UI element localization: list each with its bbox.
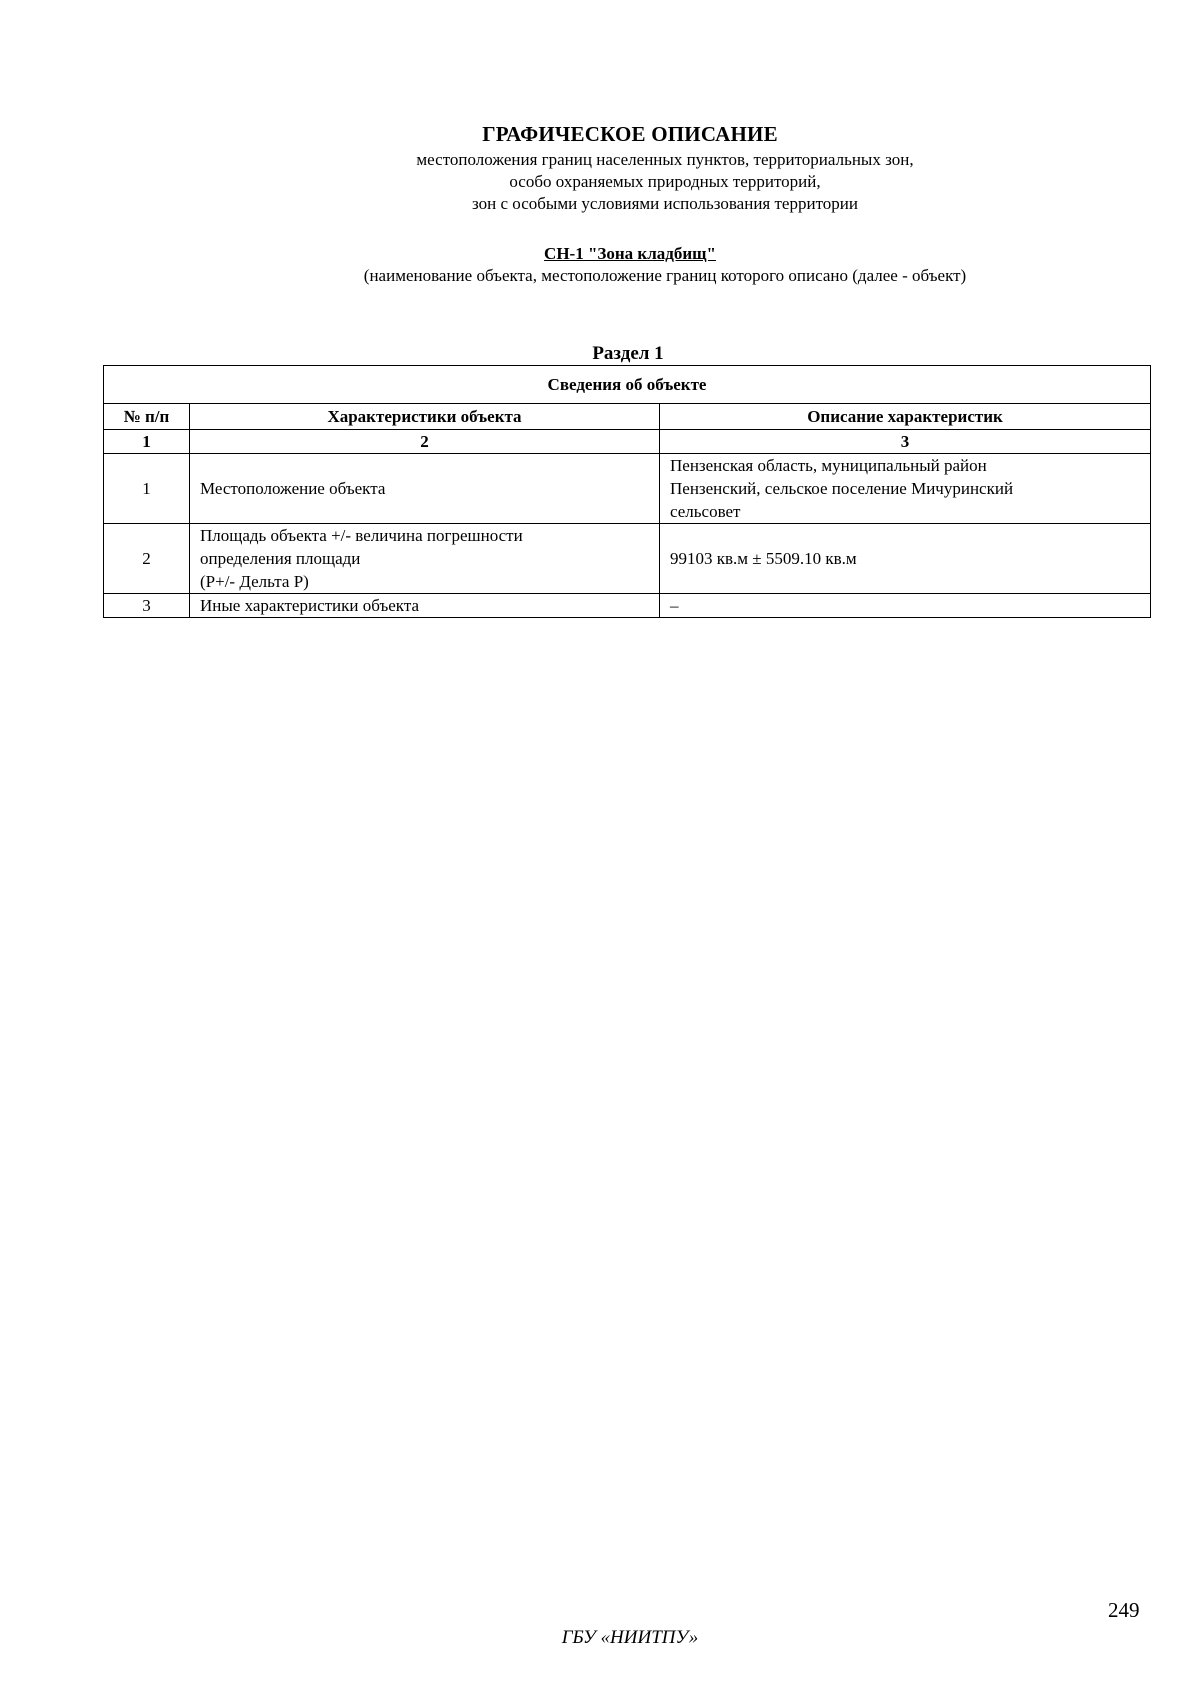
column-header-number: № п/п [104,404,190,430]
subtitle-line: зон с особыми условиями использования территории [472,194,858,213]
table-header-row [104,404,1151,430]
cell-line: Иные характеристики объекта [200,596,420,615]
subtitle-line: местоположения границ населенных пунктов, территориальных зон, [416,150,914,169]
object-info-table [103,365,1151,618]
footer-organization: ГБУ «НИИТПУ» [561,1627,699,1648]
cell-line: 99103 кв.м ± 5509.10 кв.м [670,549,857,568]
column-header-description: Описание характеристик [660,404,1151,430]
row-number: 3 [104,594,190,618]
section-title: Раздел 1 [592,343,664,364]
row-characteristic [190,454,660,524]
column-number: 1 [104,430,190,454]
table-caption: Сведения об объекте [104,366,1151,404]
cell-line: Площадь объекта +/- величина погрешности [200,526,523,545]
row-characteristic [190,524,660,594]
row-characteristic [190,594,660,618]
table-row [104,594,1151,618]
document-subtitle [0,149,1200,215]
column-header-characteristic: Характеристики объекта [190,404,660,430]
object-name: СН-1 "Зона кладбищ" [544,244,716,263]
column-number-row [104,430,1151,454]
column-number: 2 [190,430,660,454]
row-description [660,524,1151,594]
cell-line: Пензенская область, муниципальный район [670,456,987,475]
cell-line: Пензенский, сельское поселение Мичуринский [670,479,1014,498]
cell-line: (P+/- Дельта P) [200,572,309,591]
table-caption-row [104,366,1151,404]
subtitle-line: особо охраняемых природных территорий, [509,172,821,191]
row-description [660,594,1151,618]
document-title: ГРАФИЧЕСКОЕ ОПИСАНИЕ [482,122,778,146]
row-number: 1 [104,454,190,524]
cell-line: сельсовет [670,502,741,521]
row-description [660,454,1151,524]
cell-line: – [670,596,679,615]
row-number: 2 [104,524,190,594]
cell-line: определения площади [200,549,361,568]
page-number: 249 [1108,1598,1140,1622]
column-number: 3 [660,430,1151,454]
cell-line: Местоположение объекта [200,479,386,498]
object-caption: (наименование объекта, местоположение границ которого описано (далее - объект) [363,266,967,285]
table-row [104,524,1151,594]
table-row [104,454,1151,524]
